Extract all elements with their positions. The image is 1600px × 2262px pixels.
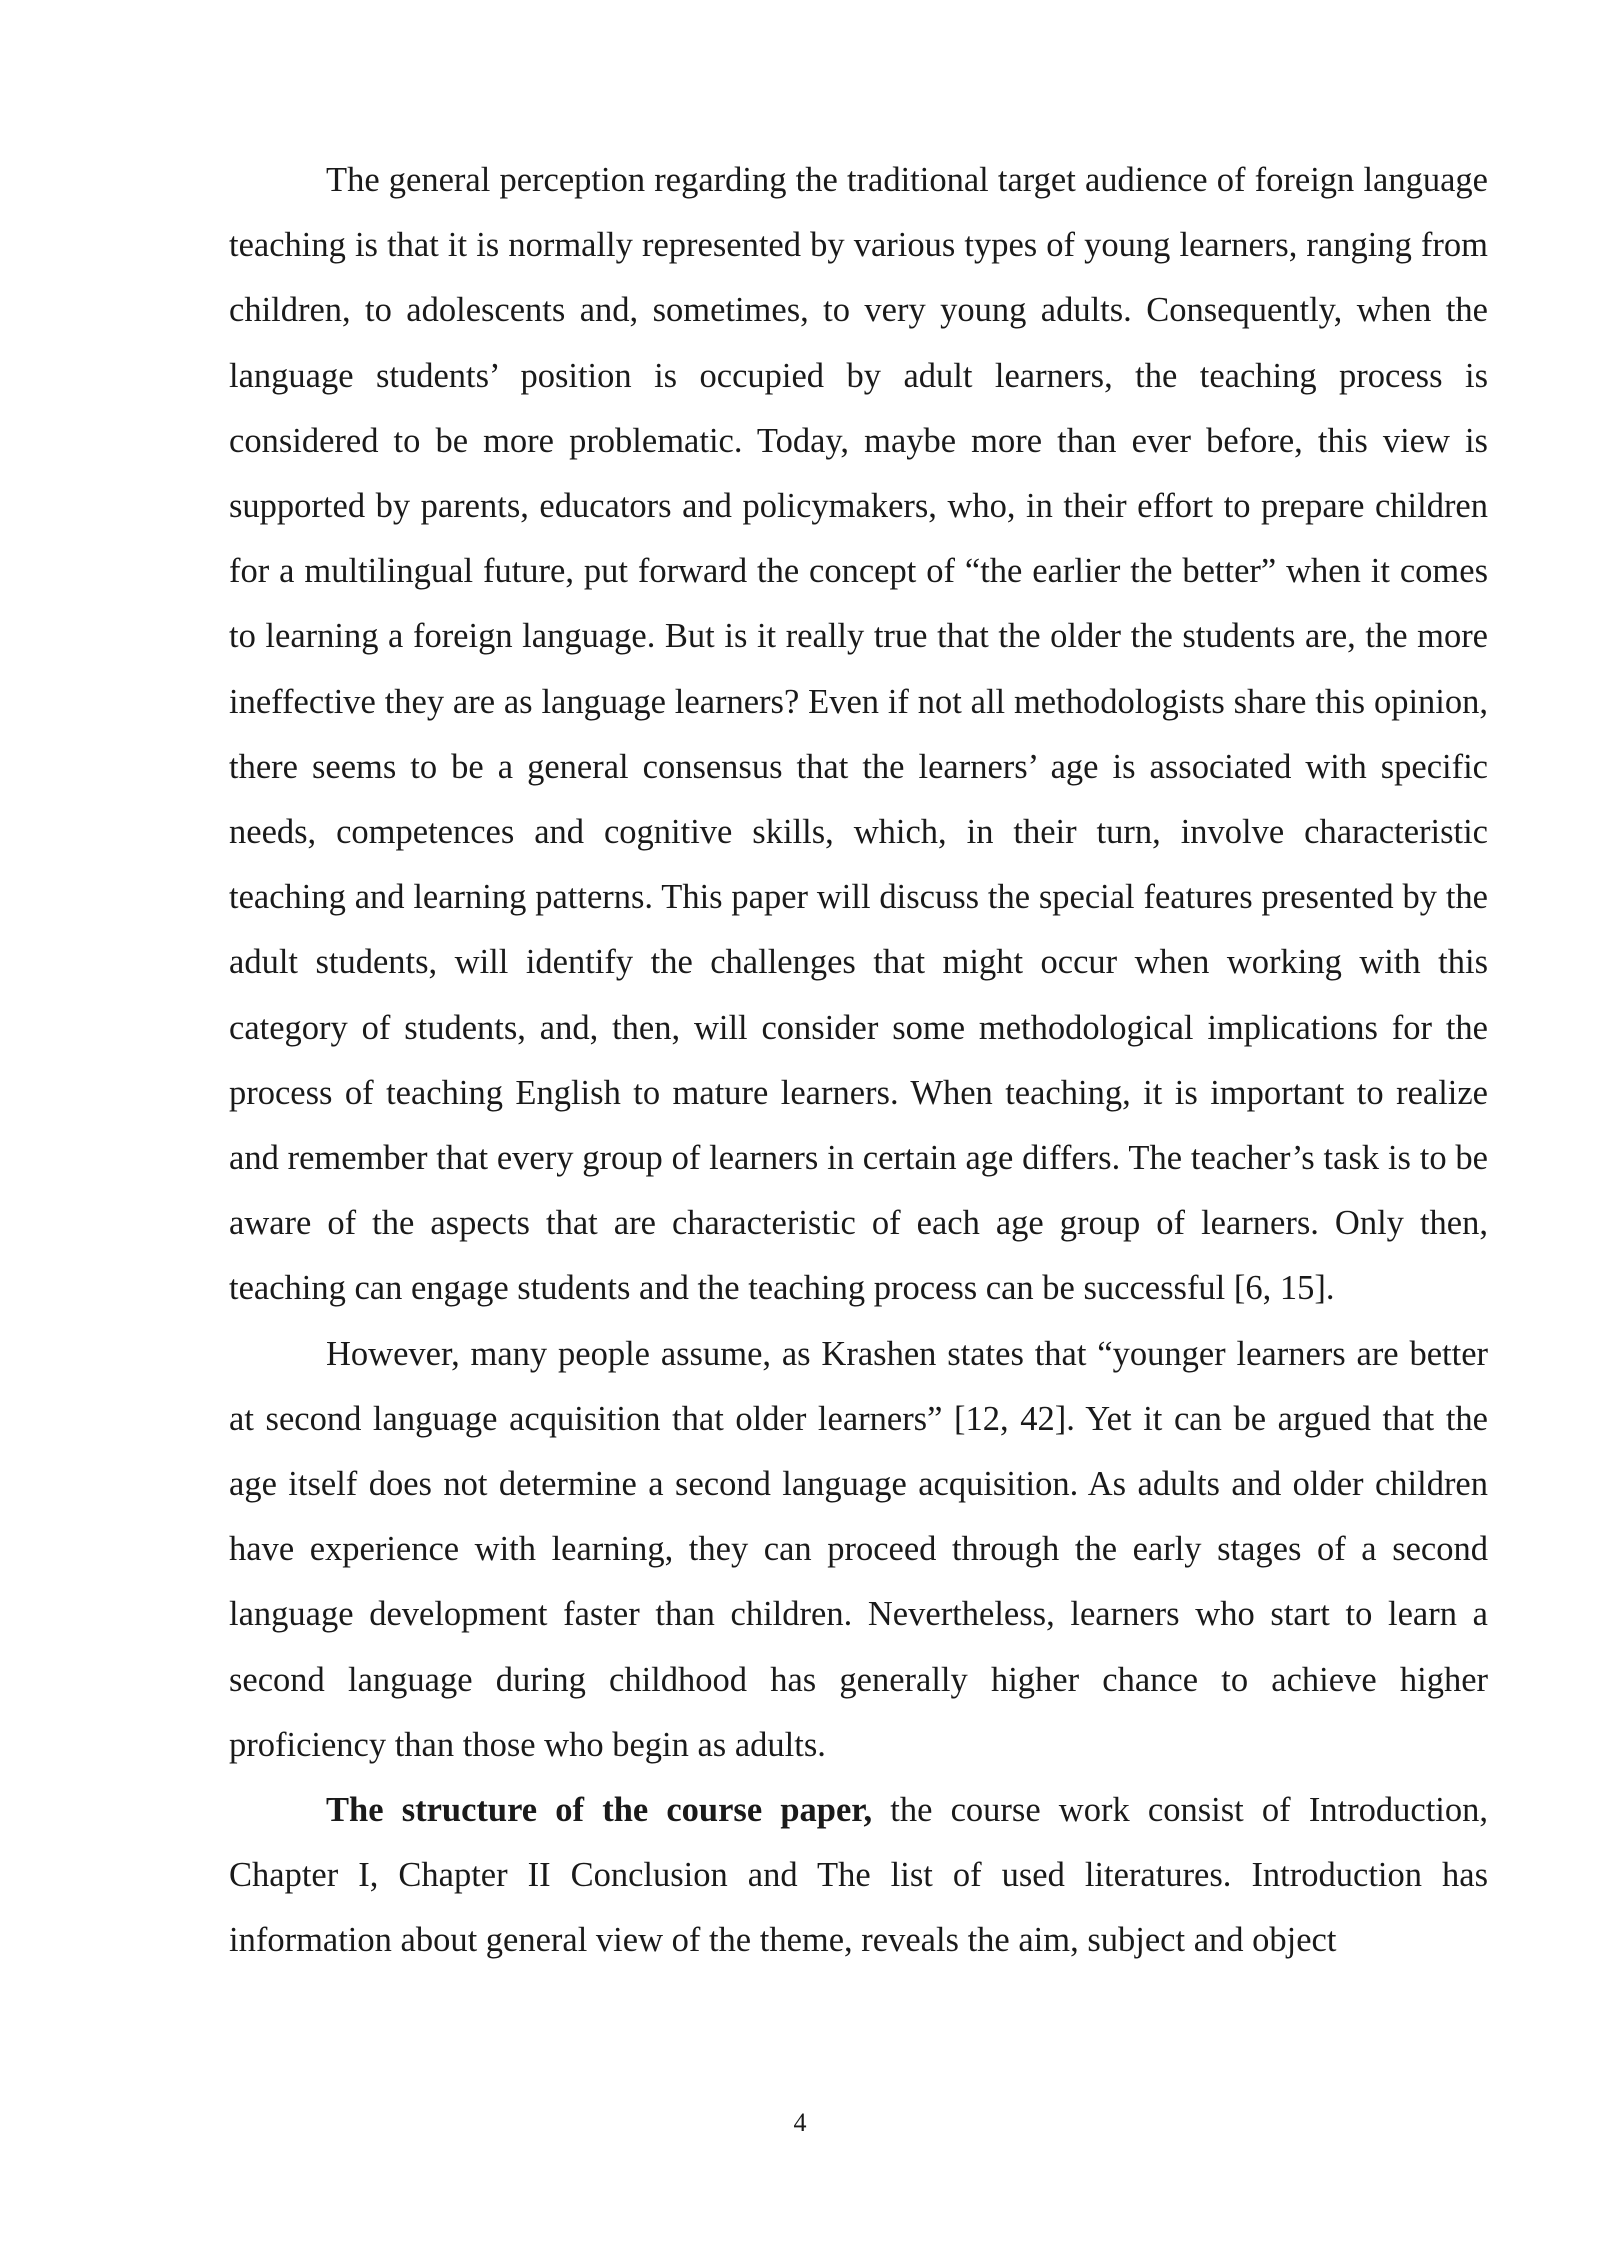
paragraph-structure <box>229 1778 1488 1974</box>
structure-paragraph-text: the course work consist of Introduction, Chapter I, Chapter II Conclusion and The list of used literatures. Introduction has information about general view of the theme, reveals the aim, subject and object <box>229 1791 1489 1960</box>
page-number: 4 <box>793 2108 807 2137</box>
paragraph-krashen: However, many people assume, as Krashen states that “younger learners are better at second language acquisition that older learners” [12, 42]. Yet it can be argued that the age itself does not determine a second language acquisition. As adults and older children have experience with learning, they can proceed through the early stages of a second language development faster than children. Nevertheless, learners who start to learn a second language during childhood has generally higher chance to achieve higher proficiency than those who begin as adults. <box>229 1334 1488 1764</box>
text-body <box>229 148 1488 1974</box>
structure-heading-lead: The structure of the course paper, <box>326 1791 873 1830</box>
paragraph-intro: The general perception regarding the traditional target audience of foreign language teaching is that it is normally represented by various types of young learners, ranging from children, to adolescents and, sometimes, to very young adults. Consequently, when the language students’ position is occupied by adult learners, the teaching process is considered to be more problematic. Today, maybe more than ever before, this view is supported by parents, educators and policymakers, who, in their effort to prepare children for a multilingual future, put forward the concept of “the earlier the better” when it comes to learning a foreign language. But is it really true that the older the students are, the more ineffective they are as language learners? Even if not all methodologists share this opinion, there seems to be a general consensus that the learners’ age is associated with specific needs, competences and cognitive skills, which, in their turn, involve characteristic teaching and learning patterns. This paper will discuss the special features presented by the adult students, will identify the challenges that might occur when working with this category of students, and, then, will consider some methodological implications for the process of teaching English to mature learners. When teaching, it is important to realize and remember that every group of learners in certain age differs. The teacher’s task is to be aware of the aspects that are characteristic of each age group of learners. Only then, teaching can engage students and the teaching process can be successful [6, 15]. <box>229 161 1488 1308</box>
